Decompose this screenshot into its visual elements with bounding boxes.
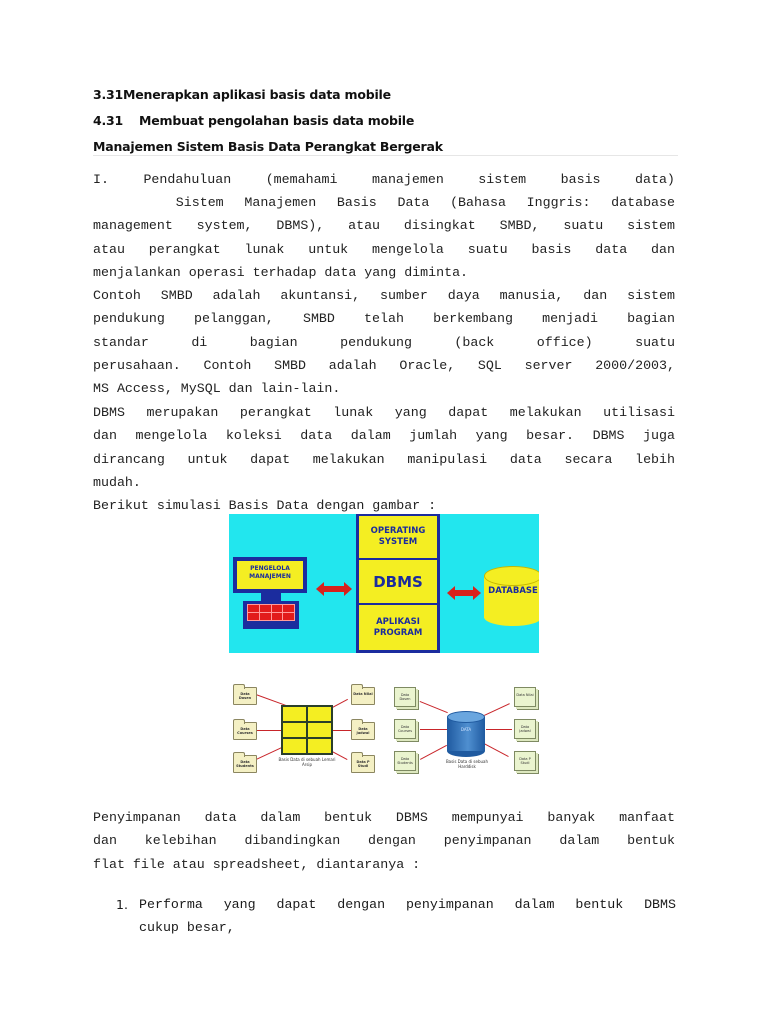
- paragraph-line: perusahaan. Contoh SMBD adalah Oracle, SQL server 2000/2003,: [93, 357, 675, 373]
- paragraph-dbms: [93, 401, 675, 494]
- title-divider: [93, 155, 678, 156]
- document-stack-icon: Data Students: [394, 751, 416, 771]
- filing-cabinet-figure: [226, 679, 384, 777]
- section-word: basis: [560, 172, 601, 187]
- dbms-architecture-figure: [229, 514, 539, 653]
- competency-3-31: 3.31Menerapkan aplikasi basis data mobile: [93, 87, 391, 102]
- paragraph-line: pendukung pelanggan, SMBD telah berkembang menjadi bagian: [93, 311, 675, 327]
- keyboard-icon: [243, 601, 299, 629]
- document-stack-icon: Data Dosen: [394, 687, 416, 707]
- paragraph-examples: [93, 284, 675, 400]
- double-arrow-icon: [454, 590, 474, 596]
- paragraph-line: Contoh SMBD adalah akuntansi, sumber daya manusia, dan sistem: [93, 288, 675, 303]
- paragraph-line: Berikut simulasi Basis Data dengan gambar :: [93, 498, 437, 513]
- cabinet-caption: Basis Data di sebuah Lemari Arsip: [278, 757, 336, 767]
- folder-icon: Data Dosen: [233, 687, 257, 705]
- section-heading: [93, 168, 675, 191]
- paragraph-line: management system, DBMS), atau disingkat SMBD, suatu sistem: [93, 218, 675, 234]
- monitor-stand: [261, 593, 281, 601]
- section-word: sistem: [478, 172, 527, 187]
- folder-icon: Data Students: [233, 755, 257, 773]
- paragraph-benefits: [93, 806, 675, 876]
- competency-number: 4.31: [93, 113, 124, 128]
- harddisk-caption: Basis Data di sebuah Harddisk: [445, 759, 489, 769]
- document-stack-icon: Data Nilai: [514, 687, 536, 707]
- competency-text: Membuat pengolahan basis data mobile: [139, 113, 415, 128]
- filing-cabinet-icon: [281, 705, 333, 755]
- client-label: PENGELOLA MANAJEMEN: [249, 565, 291, 580]
- document-stack-icon: Data P Studi: [514, 751, 536, 771]
- double-arrow-icon: [323, 586, 345, 592]
- list-marker: 1.: [116, 897, 128, 912]
- harddisk-figure: [388, 679, 546, 777]
- computer-monitor-icon: [233, 557, 307, 593]
- paragraph-line: dan mengelola koleksi data dalam jumlah yang besar. DBMS juga: [93, 428, 675, 444]
- database-label: DATABASE: [488, 586, 538, 596]
- harddisk-cylinder-icon: DATA: [447, 717, 485, 751]
- paragraph-line: MS Access, MySQL dan lain-lain.: [93, 381, 341, 397]
- folder-icon: Data Nilai: [351, 687, 375, 705]
- competency-4-31: [93, 113, 414, 128]
- section-word: data): [635, 172, 675, 187]
- section-word: Pendahuluan: [143, 172, 232, 187]
- paragraph-line: mudah.: [93, 474, 141, 490]
- document-stack-icon: Data Courses: [394, 719, 416, 739]
- paragraph-line: Penyimpanan data dalam bentuk DBMS mempunyai banyak manfaat: [93, 810, 675, 825]
- section-word: (memahami: [265, 172, 338, 187]
- database-cylinder-top: [484, 566, 539, 586]
- folder-icon: Data P Studi: [351, 755, 375, 773]
- section-word: I.: [93, 172, 109, 187]
- layer-operating-system: OPERATING SYSTEM: [359, 516, 437, 560]
- paragraph-definition: [93, 191, 675, 284]
- layer-dbms: DBMS: [359, 560, 437, 605]
- harddisk-cylinder-top: [447, 711, 485, 723]
- paragraph-line: Sistem Manajemen Basis Data (Bahasa Inggris: database: [93, 195, 675, 210]
- layer-application-program: APLIKASI PROGRAM: [373, 617, 423, 638]
- dbms-layer-stack: [356, 514, 440, 653]
- paragraph-line: atau perangkat lunak untuk mengelola suatu basis data dan: [93, 241, 675, 257]
- paragraph-line: dan kelebihan dibandingkan dengan penyimpanan dalam bentuk: [93, 833, 675, 849]
- list-item-line: cukup besar,: [139, 920, 235, 936]
- folder-icon: Data Courses: [233, 722, 257, 740]
- folder-icon: Data Jadwal: [351, 722, 375, 740]
- paragraph-line: DBMS merupakan perangkat lunak yang dapat melakukan utilisasi: [93, 405, 675, 420]
- document-stack-icon: Data Jadwal: [514, 719, 536, 739]
- paragraph-line: dirancang untuk dapat melakukan manipulasi data secara lebih: [93, 451, 675, 467]
- paragraph-line: standar di bagian pendukung (back office) suatu: [93, 334, 675, 350]
- document-title: Manajemen Sistem Basis Data Perangkat Bergerak: [93, 139, 443, 154]
- paragraph-line: flat file atau spreadsheet, diantaranya :: [93, 856, 421, 872]
- list-item-line: Performa yang dapat dengan penyimpanan dalam bentuk DBMS: [139, 897, 676, 912]
- paragraph-line: menjalankan operasi terhadap data yang diminta.: [93, 264, 469, 280]
- section-word: manajemen: [371, 172, 444, 187]
